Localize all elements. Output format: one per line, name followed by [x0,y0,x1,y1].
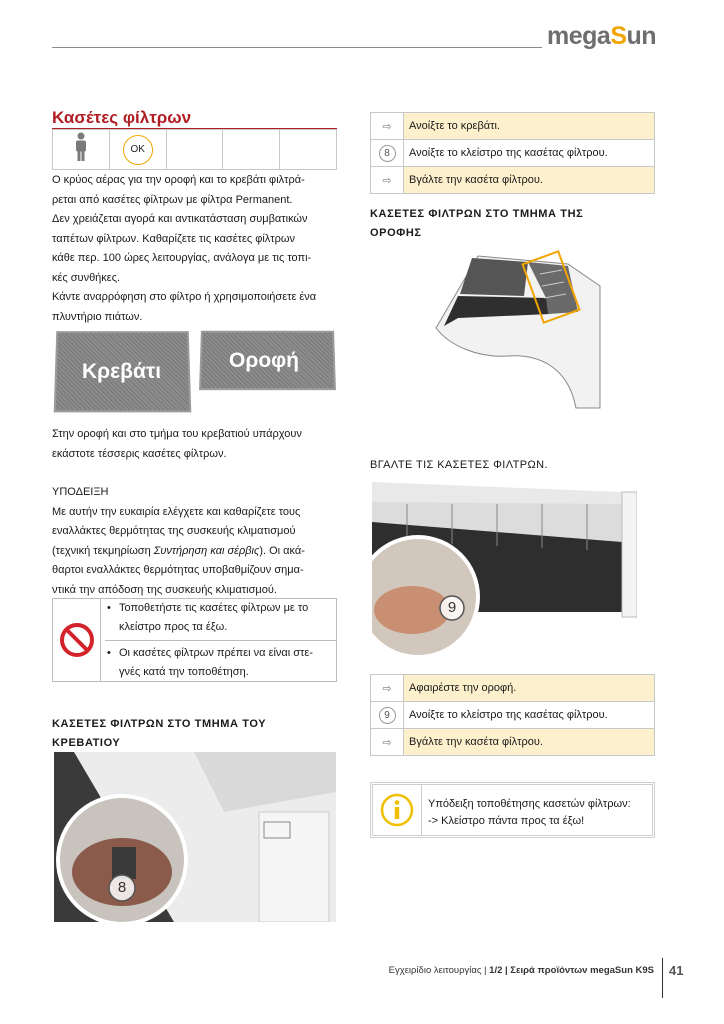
step-row: ⇨ Αφαιρέστε την οροφή. [371,675,655,702]
header-rule [52,47,542,48]
arrow-icon: ⇨ [371,113,404,140]
hint-heading: ΥΠΟΔΕΙΞΗ [52,486,109,498]
intro-paragraph: Ο κρύος αέρας για την οροφή και το κρεβάτι φιλτρά- ρεται από κασέτες φίλτρων με φίλτρα Permanent. Δεν χρειάζεται αγορά και αντικατάσταση συμβατικών ταπέτων φίλτρων. Καθαρίζετε τις κασέτες φίλτρων κάθε περ. 100 ώρες λειτουργίας, ανάλογα με τις τοπι- κές συνθήκες. Κάντε αναρρόφηση στο φίλτρο ή χρησιμοποιήσετε ένα πλυντήριο πιάτων. [52,174,317,323]
step-row: 9 Ανοίξτε το κλείστρο της κασέτας φίλτρου. [371,702,655,729]
ceiling-section-heading: ΚΑΣΕΤΕΣ ΦΙΛΤΡΩΝ ΣΤΟ ΤΜΗΜΑ ΤΗΣ ΟΡΟΦΗΣ [370,208,584,239]
remove-photo-step-number: 9 [447,599,457,616]
ok-badge: OK [123,135,153,165]
info-icon [380,793,414,827]
step-number-icon: 9 [379,707,396,724]
warning-item: • Τοποθετήστε τις κασέτες φίλτρων με το κλείστρο προς τα έξω. [105,599,336,640]
ceiling-drawing [428,246,608,418]
arrow-icon: ⇨ [371,729,404,756]
bed-filter-label: Κρεβάτι [82,360,162,383]
skill-cell-ok [109,130,166,170]
step-row: 8 Ανοίξτε το κλείστρο της κασέτας φίλτρου. [371,140,655,167]
bed-cassette-photo [54,752,336,922]
skill-cell-empty [223,130,280,170]
hint-paragraph: ΥΠΟΔΕΙΞΗ Με αυτήν την ευκαιρία ελέγχετε και καθαρίζετε τους εναλλάκτες θερμότητας της συσκευής κλιματισμού (τεχνική τεκμηρίωση Συντήρηση και σέρβις). Οι ακά- θαρτοι εναλλάκτες θερμότητας υποβαθμίζουν σημα- ντικά την απόδοση της συσκευής κλιματισμού. [52,483,337,600]
page-title: Κασέτες φίλτρων [52,108,192,127]
prohibited-icon [59,622,95,658]
skill-cell-person [53,130,110,170]
ceiling-filter-label: Οροφή [229,349,300,372]
page-number: 41 [669,963,684,978]
skill-cell-empty [280,130,337,170]
arrow-icon: ⇨ [371,675,404,702]
step-row: ⇨ Βγάλτε την κασέτα φίλτρου. [371,729,655,756]
step-row: ⇨ Ανοίξτε το κρεβάτι. [371,113,655,140]
step-row: ⇨ Βγάλτε την κασέτα φίλτρου. [371,167,655,194]
bed-photo-step-number: 8 [117,879,127,896]
person-icon [74,132,88,162]
warning-item: • Οι κασέτες φίλτρων πρέπει να είναι στε- γνές κατά την τοποθέτηση. [105,640,336,685]
remove-caption: ΒΓΑΛΤΕ ΤΙΣ ΚΑΣΕΤΕΣ ΦΙΛΤΡΩΝ. [370,459,548,471]
arrow-icon: ⇨ [371,167,404,194]
remove-cassettes-photo [372,482,637,656]
tip-box: Υπόδειξη τοποθέτησης κασετών φίλτρων: -> Κλείστρο πάντα προς τα έξω! [370,782,655,838]
footer-text: Εγχειρίδιο λειτουργίας | 1/2 | Σειρά προϊόντων megaSun K9S [388,965,654,976]
steps-table-bottom [370,674,655,756]
step-number-icon: 8 [379,145,396,162]
warning-box [52,598,337,682]
skill-table [52,129,337,170]
steps-table-top [370,112,655,194]
bed-section-heading: ΚΑΣΕΤΕΣ ΦΙΛΤΡΩΝ ΣΤΟ ΤΜΗΜΑ ΤΟΥ ΚΡΕΒΑΤΙΟΥ [52,718,267,749]
skill-cell-empty [166,130,223,170]
footer-divider [662,958,663,998]
cassettes-note: Στην οροφή και στο τμήμα του κρεβατιού υπάρχουν εκάστοτε τέσσερις κασέτες φίλτρων. [52,428,302,460]
brand-logo: megaSun [547,22,657,50]
